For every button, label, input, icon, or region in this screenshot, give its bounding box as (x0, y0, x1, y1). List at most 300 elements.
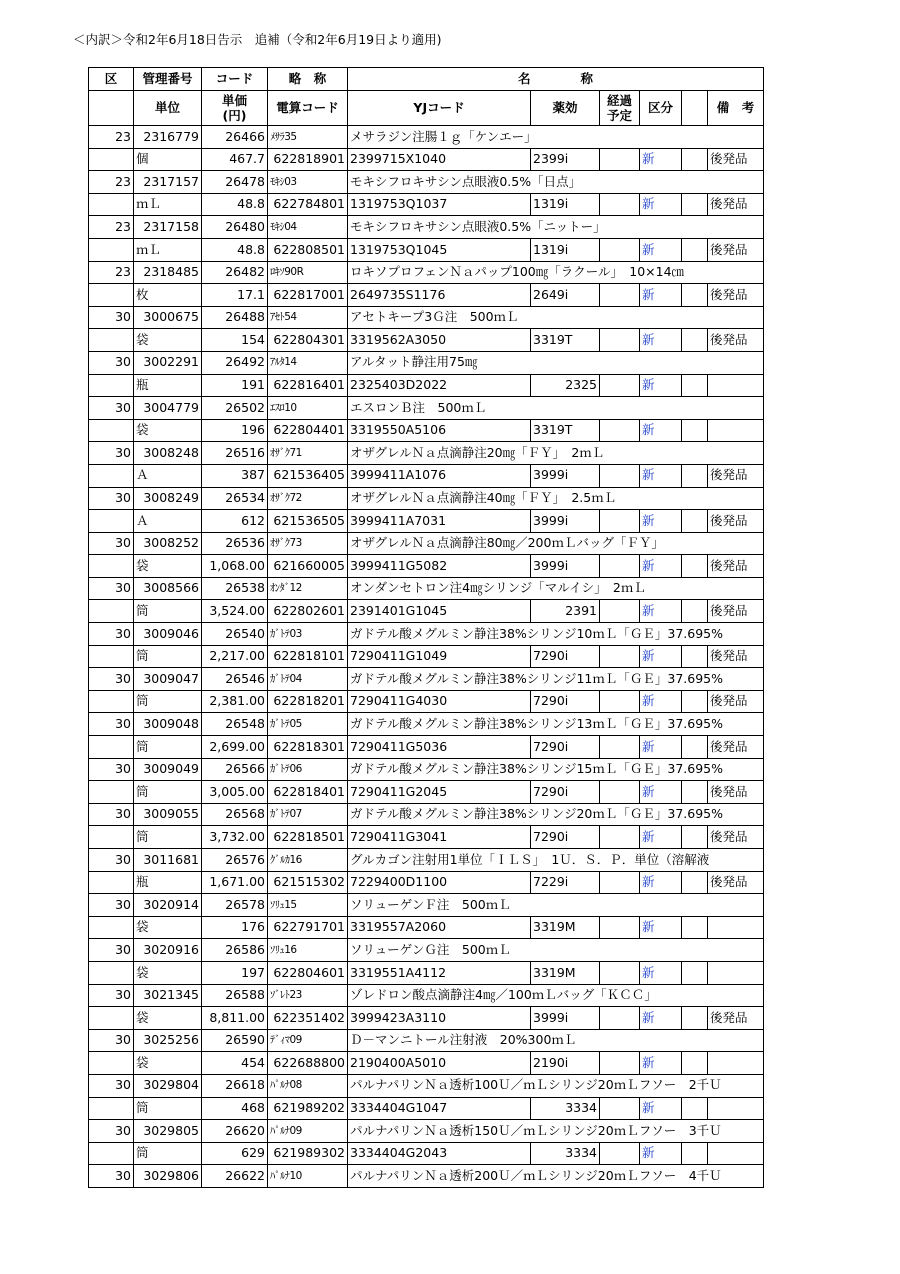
yakko-cell: 7290i (531, 826, 600, 849)
keika-cell (600, 1097, 640, 1120)
short-name-cell: ｶﾞﾄﾃ06 (268, 758, 348, 781)
table-row (89, 939, 764, 962)
table-row (89, 668, 764, 691)
biko-cell: 後発品 (708, 736, 764, 759)
ku-cell: 30 (89, 442, 134, 465)
unit-cell: Ａ (134, 464, 202, 487)
kanri-number-cell: 3011681 (134, 849, 202, 872)
keika-cell (600, 284, 640, 307)
short-name-cell: ｿﾞﾚﾄ23 (268, 984, 348, 1007)
yj-code-cell: 7290411G2045 (348, 781, 531, 804)
densan-code-cell: 621989302 (268, 1142, 348, 1165)
densan-code-cell: 622351402 (268, 1007, 348, 1030)
table-row-detail (89, 374, 764, 397)
table-row-detail (89, 871, 764, 894)
header-tani: 単位 (134, 91, 202, 126)
table-row (89, 487, 764, 510)
table-row-detail (89, 284, 764, 307)
table-row-detail (89, 916, 764, 939)
code-cell: 26534 (202, 487, 268, 510)
blank-cell-2 (682, 645, 708, 668)
kubun-cell: 新 (640, 555, 682, 578)
table-row (89, 894, 764, 917)
page-caption: ＜内訳＞令和2年6月18日告示 追補（令和2年6月19日より適用) (73, 32, 442, 47)
price-cell: 1,068.00 (202, 555, 268, 578)
densan-code-cell: 622688800 (268, 1052, 348, 1075)
code-cell: 26548 (202, 713, 268, 736)
keika-cell (600, 600, 640, 623)
biko-cell: 後発品 (708, 329, 764, 352)
price-cell: 2,699.00 (202, 736, 268, 759)
blank-cell (89, 690, 134, 713)
biko-cell: 後発品 (708, 193, 764, 216)
table-row-detail (89, 600, 764, 623)
header-blank (89, 91, 134, 126)
code-cell: 26488 (202, 306, 268, 329)
ku-cell: 30 (89, 713, 134, 736)
blank-cell-2 (682, 284, 708, 307)
blank-cell-2 (682, 1097, 708, 1120)
price-cell: 176 (202, 916, 268, 939)
biko-cell (708, 916, 764, 939)
kubun-cell: 新 (640, 961, 682, 984)
price-cell: 191 (202, 374, 268, 397)
densan-code-cell: 621536505 (268, 510, 348, 533)
yj-code-cell: 3334404G1047 (348, 1097, 531, 1120)
table-row-detail (89, 690, 764, 713)
kubun-cell: 新 (640, 600, 682, 623)
header-kanri: 管理番号 (134, 68, 202, 91)
table-row (89, 351, 764, 374)
blank-cell (89, 555, 134, 578)
price-cell: 387 (202, 464, 268, 487)
blank-cell (89, 645, 134, 668)
blank-cell-2 (682, 555, 708, 578)
blank-cell (89, 916, 134, 939)
yakko-cell: 3999i (531, 555, 600, 578)
yj-code-cell: 3319557A2060 (348, 916, 531, 939)
short-name-cell: ｿﾘｭ16 (268, 939, 348, 962)
yj-code-cell: 2391401G1045 (348, 600, 531, 623)
kubun-cell: 新 (640, 736, 682, 759)
ku-cell: 23 (89, 171, 134, 194)
price-cell: 154 (202, 329, 268, 352)
ku-cell: 23 (89, 216, 134, 239)
blank-cell (89, 148, 134, 171)
biko-cell (708, 419, 764, 442)
blank-cell (89, 1097, 134, 1120)
yakko-cell: 3999i (531, 1007, 600, 1030)
table-row-detail (89, 148, 764, 171)
kubun-cell: 新 (640, 193, 682, 216)
yj-code-cell: 3999411G5082 (348, 555, 531, 578)
ku-cell: 30 (89, 351, 134, 374)
unit-cell: ｍＬ (134, 193, 202, 216)
table-row-detail (89, 238, 764, 261)
short-name-cell: ﾊﾟﾙﾅ08 (268, 1074, 348, 1097)
drug-name-cell: メサラジン注腸１ｇ「ケンエー」 (348, 126, 764, 149)
kanri-number-cell: 3009049 (134, 758, 202, 781)
yj-code-cell: 7290411G3041 (348, 826, 531, 849)
table-row-detail (89, 1097, 764, 1120)
yakko-cell: 3319M (531, 916, 600, 939)
short-name-cell: ﾃﾞｨﾏ09 (268, 1029, 348, 1052)
blank-cell-2 (682, 374, 708, 397)
table-row (89, 758, 764, 781)
unit-cell: 袋 (134, 329, 202, 352)
blank-cell-2 (682, 148, 708, 171)
keika-cell (600, 826, 640, 849)
header-keika (600, 91, 640, 126)
table-row-detail (89, 736, 764, 759)
yj-code-cell: 2325403D2022 (348, 374, 531, 397)
ku-cell: 30 (89, 1120, 134, 1143)
kanri-number-cell: 3029806 (134, 1165, 202, 1188)
price-cell: 48.8 (202, 193, 268, 216)
blank-cell-2 (682, 510, 708, 533)
yakko-cell: 3319M (531, 961, 600, 984)
blank-cell (89, 464, 134, 487)
unit-cell: 筒 (134, 1142, 202, 1165)
yakko-cell: 7229i (531, 871, 600, 894)
blank-cell (89, 871, 134, 894)
densan-code-cell: 622818301 (268, 736, 348, 759)
densan-code-cell: 622818901 (268, 148, 348, 171)
drug-name-cell: モキシフロキサシン点眼液0.5%「ニットー」 (348, 216, 764, 239)
keika-cell (600, 148, 640, 171)
keika-cell (600, 871, 640, 894)
blank-cell-2 (682, 781, 708, 804)
code-cell: 26578 (202, 894, 268, 917)
header-code: コード (202, 68, 268, 91)
table-row (89, 216, 764, 239)
unit-cell: 袋 (134, 1007, 202, 1030)
blank-cell (89, 419, 134, 442)
yakko-cell: 3319T (531, 329, 600, 352)
keika-cell (600, 736, 640, 759)
code-cell: 26588 (202, 984, 268, 1007)
code-cell: 26480 (202, 216, 268, 239)
kubun-cell: 新 (640, 238, 682, 261)
drug-name-cell: ソリューゲンＧ注 500ｍＬ (348, 939, 764, 962)
table-row (89, 261, 764, 284)
ku-cell: 30 (89, 894, 134, 917)
table-row-detail (89, 781, 764, 804)
yakko-cell: 1319i (531, 193, 600, 216)
header-blank-2 (682, 91, 708, 126)
ku-cell: 30 (89, 1074, 134, 1097)
unit-cell: 筒 (134, 600, 202, 623)
yj-code-cell: 2649735S1176 (348, 284, 531, 307)
price-cell: 629 (202, 1142, 268, 1165)
densan-code-cell: 621515302 (268, 871, 348, 894)
header-keika-line1: 経過 (606, 93, 632, 108)
unit-cell: 袋 (134, 961, 202, 984)
yakko-cell: 7290i (531, 645, 600, 668)
unit-cell: 筒 (134, 690, 202, 713)
short-name-cell: ｵﾝﾀﾞ12 (268, 577, 348, 600)
header-keika-line2: 予定 (606, 108, 632, 123)
yakko-cell: 2399i (531, 148, 600, 171)
blank-cell (89, 736, 134, 759)
drug-name-cell: ガドテル酸メグルミン静注38%シリンジ20ｍＬ「ＧＥ」37.695% (348, 803, 764, 826)
short-name-cell: ｵｻﾞｸ73 (268, 532, 348, 555)
kubun-cell: 新 (640, 690, 682, 713)
price-cell: 48.8 (202, 238, 268, 261)
kanri-number-cell: 3000675 (134, 306, 202, 329)
code-cell: 26466 (202, 126, 268, 149)
densan-code-cell: 622818201 (268, 690, 348, 713)
kubun-cell: 新 (640, 1052, 682, 1075)
keika-cell (600, 193, 640, 216)
drug-name-cell: パルナパリンＮａ透析150Ｕ／ｍＬシリンジ20ｍＬフソー 3千Ｕ (348, 1120, 764, 1143)
unit-cell: 袋 (134, 916, 202, 939)
drug-name-cell: グルカゴン注射用1単位「ＩＬＳ」 1Ｕ．Ｓ．Ｐ．単位（溶解液 (348, 849, 764, 872)
yakko-cell: 7290i (531, 736, 600, 759)
blank-cell-2 (682, 329, 708, 352)
yj-code-cell: 7290411G4030 (348, 690, 531, 713)
code-cell: 26536 (202, 532, 268, 555)
keika-cell (600, 374, 640, 397)
drug-name-cell: アルタット静注用75㎎ (348, 351, 764, 374)
code-cell: 26546 (202, 668, 268, 691)
header-densan: 電算コード (268, 91, 348, 126)
kanri-number-cell: 3009047 (134, 668, 202, 691)
kanri-number-cell: 2317157 (134, 171, 202, 194)
kubun-cell: 新 (640, 1007, 682, 1030)
biko-cell: 後発品 (708, 510, 764, 533)
kanri-number-cell: 3025256 (134, 1029, 202, 1052)
kanri-number-cell: 3009055 (134, 803, 202, 826)
short-name-cell: ｶﾞﾄﾃ05 (268, 713, 348, 736)
header-meisho: 名 称 (348, 68, 764, 91)
table-row (89, 623, 764, 646)
densan-code-cell: 621989202 (268, 1097, 348, 1120)
code-cell: 26502 (202, 397, 268, 420)
short-name-cell: ｶﾞﾄﾃ04 (268, 668, 348, 691)
drug-name-cell: エスロンＢ注 500ｍＬ (348, 397, 764, 420)
short-name-cell: ｸﾞﾙｶ16 (268, 849, 348, 872)
yakko-cell: 7290i (531, 690, 600, 713)
code-cell: 26482 (202, 261, 268, 284)
table-row-detail (89, 826, 764, 849)
kanri-number-cell: 3004779 (134, 397, 202, 420)
blank-cell-2 (682, 600, 708, 623)
drug-name-cell: オザグレルＮａ点滴静注20㎎「ＦＹ」 2ｍＬ (348, 442, 764, 465)
table-row-detail (89, 1007, 764, 1030)
blank-cell (89, 238, 134, 261)
table-row-detail (89, 510, 764, 533)
yj-code-cell: 2399715X1040 (348, 148, 531, 171)
table-row (89, 171, 764, 194)
biko-cell (708, 374, 764, 397)
ku-cell: 30 (89, 577, 134, 600)
yakko-cell: 3999i (531, 510, 600, 533)
keika-cell (600, 690, 640, 713)
header-biko: 備 考 (708, 91, 764, 126)
header-tanka (202, 91, 268, 126)
kubun-cell: 新 (640, 284, 682, 307)
keika-cell (600, 645, 640, 668)
yj-code-cell: 7290411G1049 (348, 645, 531, 668)
code-cell: 26492 (202, 351, 268, 374)
short-name-cell: ｶﾞﾄﾃ03 (268, 623, 348, 646)
blank-cell-2 (682, 464, 708, 487)
short-name-cell: ｵｻﾞｸ72 (268, 487, 348, 510)
unit-cell: 個 (134, 148, 202, 171)
biko-cell (708, 1142, 764, 1165)
unit-cell: 瓶 (134, 871, 202, 894)
short-name-cell: ﾒｻﾗ35 (268, 126, 348, 149)
keika-cell (600, 510, 640, 533)
keika-cell (600, 1007, 640, 1030)
short-name-cell: ｶﾞﾄﾃ07 (268, 803, 348, 826)
kubun-cell: 新 (640, 464, 682, 487)
biko-cell: 後発品 (708, 555, 764, 578)
header-row-2 (89, 91, 764, 126)
unit-cell: 袋 (134, 555, 202, 578)
blank-cell-2 (682, 1007, 708, 1030)
yj-code-cell: 1319753Q1045 (348, 238, 531, 261)
kanri-number-cell: 3020914 (134, 894, 202, 917)
blank-cell (89, 1142, 134, 1165)
densan-code-cell: 622804301 (268, 329, 348, 352)
short-name-cell: ｵｻﾞｸ71 (268, 442, 348, 465)
keika-cell (600, 1142, 640, 1165)
blank-cell-2 (682, 238, 708, 261)
table-row-detail (89, 329, 764, 352)
drug-name-cell: オンダンセトロン注4㎎シリンジ「マルイシ」 2ｍＬ (348, 577, 764, 600)
unit-cell: 筒 (134, 781, 202, 804)
kanri-number-cell: 2317158 (134, 216, 202, 239)
code-cell: 26576 (202, 849, 268, 872)
yj-code-cell: 1319753Q1037 (348, 193, 531, 216)
ku-cell: 30 (89, 1029, 134, 1052)
yakko-cell: 2325 (531, 374, 600, 397)
kanri-number-cell: 3008249 (134, 487, 202, 510)
blank-cell-2 (682, 1052, 708, 1075)
kubun-cell: 新 (640, 329, 682, 352)
header-tanka-line2: (円) (222, 108, 247, 123)
biko-cell: 後発品 (708, 148, 764, 171)
short-name-cell: ﾊﾟﾙﾅ10 (268, 1165, 348, 1188)
unit-cell: 枚 (134, 284, 202, 307)
code-cell: 26538 (202, 577, 268, 600)
short-name-cell: ｱﾙﾀ14 (268, 351, 348, 374)
ku-cell: 30 (89, 487, 134, 510)
biko-cell (708, 1052, 764, 1075)
price-cell: 196 (202, 419, 268, 442)
price-cell: 2,381.00 (202, 690, 268, 713)
drug-name-cell: オザグレルＮａ点滴静注40㎎「ＦＹ」 2.5ｍＬ (348, 487, 764, 510)
yakko-cell: 3334 (531, 1097, 600, 1120)
blank-cell-2 (682, 736, 708, 759)
ku-cell: 30 (89, 1165, 134, 1188)
densan-code-cell: 622791701 (268, 916, 348, 939)
table-row (89, 306, 764, 329)
yakko-cell: 1319i (531, 238, 600, 261)
drug-name-cell: パルナパリンＮａ透析200Ｕ／ｍＬシリンジ20ｍＬフソー 4千Ｕ (348, 1165, 764, 1188)
header-ku: 区 (89, 68, 134, 91)
densan-code-cell: 622808501 (268, 238, 348, 261)
densan-code-cell: 622804601 (268, 961, 348, 984)
densan-code-cell: 621660005 (268, 555, 348, 578)
short-name-cell: ｴｽﾛ10 (268, 397, 348, 420)
biko-cell: 後発品 (708, 871, 764, 894)
yakko-cell: 3319T (531, 419, 600, 442)
table-row-detail (89, 464, 764, 487)
kanri-number-cell: 2316779 (134, 126, 202, 149)
ku-cell: 30 (89, 397, 134, 420)
biko-cell (708, 1097, 764, 1120)
short-name-cell: ｱｾﾄ54 (268, 306, 348, 329)
biko-cell: 後発品 (708, 464, 764, 487)
ku-cell: 30 (89, 758, 134, 781)
table-row (89, 1074, 764, 1097)
unit-cell: Ａ (134, 510, 202, 533)
code-cell: 26516 (202, 442, 268, 465)
unit-cell: 筒 (134, 1097, 202, 1120)
code-cell: 26622 (202, 1165, 268, 1188)
yakko-cell: 2391 (531, 600, 600, 623)
header-yakko: 薬効 (531, 91, 600, 126)
unit-cell: 筒 (134, 826, 202, 849)
ku-cell: 30 (89, 306, 134, 329)
kanri-number-cell: 3009046 (134, 623, 202, 646)
table-row (89, 1120, 764, 1143)
price-cell: 2,217.00 (202, 645, 268, 668)
kubun-cell: 新 (640, 645, 682, 668)
yakko-cell: 3334 (531, 1142, 600, 1165)
table-row (89, 713, 764, 736)
blank-cell-2 (682, 826, 708, 849)
keika-cell (600, 238, 640, 261)
code-cell: 26618 (202, 1074, 268, 1097)
kanri-number-cell: 3020916 (134, 939, 202, 962)
biko-cell (708, 961, 764, 984)
code-cell: 26590 (202, 1029, 268, 1052)
blank-cell (89, 781, 134, 804)
densan-code-cell: 622817001 (268, 284, 348, 307)
code-cell: 26566 (202, 758, 268, 781)
biko-cell: 後発品 (708, 284, 764, 307)
ku-cell: 30 (89, 668, 134, 691)
drug-name-cell: ガドテル酸メグルミン静注38%シリンジ11ｍＬ「ＧＥ」37.695% (348, 668, 764, 691)
unit-cell: 瓶 (134, 374, 202, 397)
blank-cell-2 (682, 961, 708, 984)
table-row (89, 1029, 764, 1052)
table-row-detail (89, 1052, 764, 1075)
yj-code-cell: 3334404G2043 (348, 1142, 531, 1165)
densan-code-cell: 622804401 (268, 419, 348, 442)
blank-cell (89, 826, 134, 849)
short-name-cell: ﾊﾟﾙﾅ09 (268, 1120, 348, 1143)
unit-cell: 筒 (134, 645, 202, 668)
table-row (89, 984, 764, 1007)
blank-cell (89, 284, 134, 307)
code-cell: 26478 (202, 171, 268, 194)
ku-cell: 30 (89, 623, 134, 646)
table-row (89, 532, 764, 555)
ku-cell: 30 (89, 532, 134, 555)
code-cell: 26568 (202, 803, 268, 826)
price-cell: 612 (202, 510, 268, 533)
blank-cell-2 (682, 419, 708, 442)
header-kubun: 区分 (640, 91, 682, 126)
biko-cell: 後発品 (708, 600, 764, 623)
densan-code-cell: 622802601 (268, 600, 348, 623)
yj-code-cell: 3999411A1076 (348, 464, 531, 487)
